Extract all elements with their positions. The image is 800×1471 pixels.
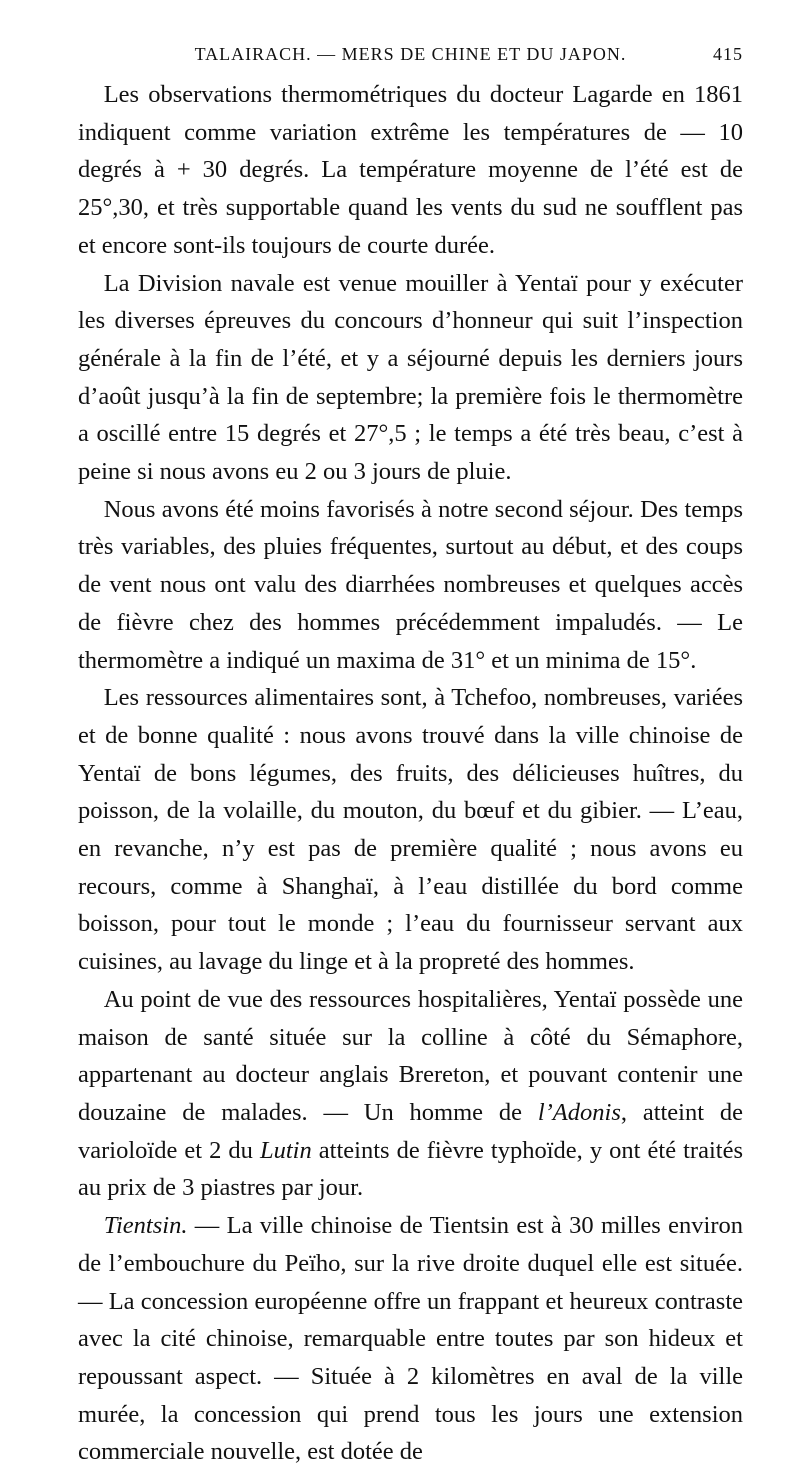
ship-name-lutin: Lutin [259, 1136, 312, 1164]
paragraph [78, 679, 743, 981]
paragraph [78, 981, 743, 1207]
section-heading-tientsin: Tientsin. [103, 1212, 188, 1240]
paragraph [78, 491, 743, 680]
running-title: TALAIRACH. — MERS DE CHINE ET DU JAPON. [194, 44, 627, 64]
text-segment: Au point de vue des ressources hospitalières, Yentaï possède une maison de santé située sur la colline à côté du Sémaphore, appartenant au docteur anglais Brereton, et pouvant contenir une douzaine de malades. — Un homme de [78, 985, 743, 1126]
paragraph [78, 1207, 743, 1471]
text-segment: , atteint de varioloïde et 2 du [78, 1098, 743, 1164]
body-text [78, 76, 743, 1471]
running-header [78, 44, 743, 74]
text-segment: Les ressources alimentaires sont, à Tchefoo, nombreuses, variées et de bonne qualité : nous avons trouvé dans la ville chinoise de Yentaï de bons légumes, des fruits, des délicieuses huîtres, du poisson, de la volaille, du mouton, du bœuf et du gibier. — L’eau, en revanche, n’y est pas de première qualité ; nous avons eu recours, comme à Shanghaï, à l’eau distillée du bord comme boisson, pour tout le monde ; l’eau du fournisseur servant aux cuisines, au lavage du linge et à la propreté des hommes. [78, 684, 743, 976]
text-segment: Nous avons été moins favorisés à notre second séjour. Des temps très variables, des pluies fréquentes, surtout au début, et des coups de vent nous ont valu des diarrhées nombreuses et quelques accès de fièvre chez des hommes précédemment impaludés. — Le thermomètre a indiqué un maxima de 31° et un minima de 15°. [78, 495, 743, 674]
text-segment: — La ville chinoise de Tientsin est à 30 milles environ de l’embouchure du Peïho, sur la rive droite duquel elle est située. — La concession européenne offre un frappant et heureux contraste avec la cité chinoise, remarquable entre toutes par son hideux et repoussant aspect. — Située à 2 kilomètres en aval de la ville murée, la concession qui prend tous les jours une extension commerciale nouvelle, est dotée de [78, 1212, 743, 1466]
text-segment: La Division navale est venue mouiller à Yentaï pour y exécuter les diverses épreuves du concours d’honneur qui suit l’inspection générale à la fin de l’été, et y a séjourné depuis les derniers jours d’août jusqu’à la fin de septembre; la première fois le thermomètre a oscillé entre 15 degrés et 27°,5 ; le temps a été très beau, c’est à peine si nous avons eu 2 ou 3 jours de pluie. [78, 269, 743, 486]
text-segment: atteints de fièvre typhoïde, y ont été traités au prix de 3 piastres par jour. [78, 1136, 743, 1202]
paragraph [78, 265, 743, 491]
paragraph [78, 76, 743, 265]
page-number: 415 [713, 44, 743, 64]
ship-name-adonis: l’Adonis [537, 1098, 621, 1126]
text-segment: Les observations thermométriques du docteur Lagarde en 1861 indiquent comme variation extrême les températures de — 10 degrés à + 30 degrés. La température moyenne de l’été est de 25°,30, et très supportable quand les vents du sud ne soufflent pas et encore sont-ils toujours de courte durée. [78, 81, 743, 259]
